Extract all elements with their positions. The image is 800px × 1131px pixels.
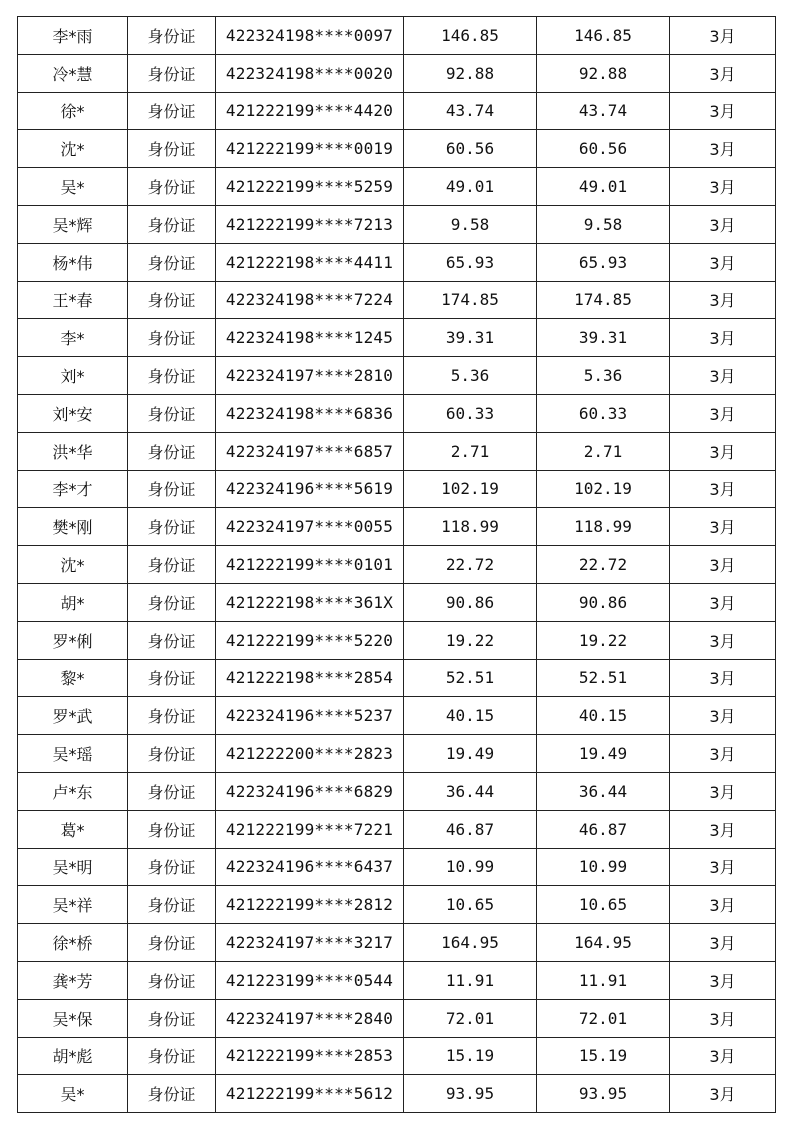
- amount-cell: 174.85: [404, 281, 537, 319]
- id-type-cell: 身份证: [128, 772, 216, 810]
- month-cell: 3月: [670, 961, 776, 999]
- amount-paid-cell: 60.56: [537, 130, 670, 168]
- amount-cell: 46.87: [404, 810, 537, 848]
- table-row: [18, 470, 776, 508]
- name-cell: 王*春: [18, 281, 128, 319]
- id-number-cell: 421222199****7213: [216, 205, 404, 243]
- id-number-cell: 421222199****0019: [216, 130, 404, 168]
- name-cell: 樊*刚: [18, 508, 128, 546]
- amount-cell: 164.95: [404, 924, 537, 962]
- name-cell: 罗*俐: [18, 621, 128, 659]
- id-type-cell: 身份证: [128, 54, 216, 92]
- table-row: [18, 54, 776, 92]
- id-type-cell: 身份证: [128, 1037, 216, 1075]
- amount-cell: 19.22: [404, 621, 537, 659]
- amount-cell: 60.56: [404, 130, 537, 168]
- amount-paid-cell: 65.93: [537, 243, 670, 281]
- name-cell: 李*才: [18, 470, 128, 508]
- id-type-cell: 身份证: [128, 810, 216, 848]
- amount-paid-cell: 5.36: [537, 357, 670, 395]
- name-cell: 吴*祥: [18, 886, 128, 924]
- id-type-cell: 身份证: [128, 281, 216, 319]
- month-cell: 3月: [670, 772, 776, 810]
- amount-cell: 65.93: [404, 243, 537, 281]
- amount-paid-cell: 2.71: [537, 432, 670, 470]
- amount-paid-cell: 52.51: [537, 659, 670, 697]
- amount-cell: 10.99: [404, 848, 537, 886]
- id-number-cell: 422324196****5619: [216, 470, 404, 508]
- amount-cell: 90.86: [404, 583, 537, 621]
- amount-paid-cell: 10.65: [537, 886, 670, 924]
- id-type-cell: 身份证: [128, 735, 216, 773]
- id-number-cell: 421222199****4420: [216, 92, 404, 130]
- id-type-cell: 身份证: [128, 961, 216, 999]
- amount-paid-cell: 43.74: [537, 92, 670, 130]
- month-cell: 3月: [670, 924, 776, 962]
- month-cell: 3月: [670, 357, 776, 395]
- name-cell: 洪*华: [18, 432, 128, 470]
- name-cell: 李*: [18, 319, 128, 357]
- table-row: [18, 810, 776, 848]
- month-cell: 3月: [670, 281, 776, 319]
- id-number-cell: 421222199****5259: [216, 168, 404, 206]
- id-type-cell: 身份证: [128, 546, 216, 584]
- amount-cell: 5.36: [404, 357, 537, 395]
- name-cell: 吴*辉: [18, 205, 128, 243]
- amount-paid-cell: 11.91: [537, 961, 670, 999]
- name-cell: 胡*彪: [18, 1037, 128, 1075]
- name-cell: 黎*: [18, 659, 128, 697]
- id-type-cell: 身份证: [128, 432, 216, 470]
- month-cell: 3月: [670, 1037, 776, 1075]
- month-cell: 3月: [670, 508, 776, 546]
- name-cell: 李*雨: [18, 17, 128, 55]
- id-number-cell: 422324196****5237: [216, 697, 404, 735]
- id-number-cell: 421222200****2823: [216, 735, 404, 773]
- amount-paid-cell: 46.87: [537, 810, 670, 848]
- amount-paid-cell: 164.95: [537, 924, 670, 962]
- amount-paid-cell: 72.01: [537, 999, 670, 1037]
- id-type-cell: 身份证: [128, 243, 216, 281]
- amount-paid-cell: 10.99: [537, 848, 670, 886]
- id-number-cell: 422324197****3217: [216, 924, 404, 962]
- id-type-cell: 身份证: [128, 924, 216, 962]
- id-number-cell: 421222198****361X: [216, 583, 404, 621]
- amount-cell: 11.91: [404, 961, 537, 999]
- amount-cell: 49.01: [404, 168, 537, 206]
- name-cell: 杨*伟: [18, 243, 128, 281]
- id-type-cell: 身份证: [128, 659, 216, 697]
- id-number-cell: 422324197****0055: [216, 508, 404, 546]
- table-row: [18, 168, 776, 206]
- month-cell: 3月: [670, 92, 776, 130]
- id-type-cell: 身份证: [128, 319, 216, 357]
- table-row: [18, 508, 776, 546]
- table-row: [18, 92, 776, 130]
- id-type-cell: 身份证: [128, 1075, 216, 1113]
- amount-paid-cell: 15.19: [537, 1037, 670, 1075]
- id-number-cell: 422324198****7224: [216, 281, 404, 319]
- id-type-cell: 身份证: [128, 697, 216, 735]
- id-number-cell: 421223199****0544: [216, 961, 404, 999]
- id-number-cell: 422324198****0097: [216, 17, 404, 55]
- month-cell: 3月: [670, 394, 776, 432]
- table-row: [18, 281, 776, 319]
- table-row: [18, 319, 776, 357]
- id-number-cell: 421222199****5220: [216, 621, 404, 659]
- amount-cell: 52.51: [404, 659, 537, 697]
- amount-paid-cell: 19.22: [537, 621, 670, 659]
- table-body: [18, 17, 776, 1113]
- amount-cell: 93.95: [404, 1075, 537, 1113]
- id-number-cell: 421222199****0101: [216, 546, 404, 584]
- id-number-cell: 422324198****1245: [216, 319, 404, 357]
- table-row: [18, 772, 776, 810]
- amount-paid-cell: 92.88: [537, 54, 670, 92]
- month-cell: 3月: [670, 205, 776, 243]
- amount-cell: 15.19: [404, 1037, 537, 1075]
- id-type-cell: 身份证: [128, 205, 216, 243]
- id-number-cell: 422324197****2810: [216, 357, 404, 395]
- month-cell: 3月: [670, 432, 776, 470]
- name-cell: 沈*: [18, 546, 128, 584]
- amount-cell: 43.74: [404, 92, 537, 130]
- amount-paid-cell: 118.99: [537, 508, 670, 546]
- amount-paid-cell: 146.85: [537, 17, 670, 55]
- id-type-cell: 身份证: [128, 621, 216, 659]
- id-type-cell: 身份证: [128, 848, 216, 886]
- amount-cell: 118.99: [404, 508, 537, 546]
- table-row: [18, 1075, 776, 1113]
- id-number-cell: 422324196****6829: [216, 772, 404, 810]
- amount-cell: 39.31: [404, 319, 537, 357]
- amount-paid-cell: 174.85: [537, 281, 670, 319]
- name-cell: 冷*慧: [18, 54, 128, 92]
- month-cell: 3月: [670, 243, 776, 281]
- table-row: [18, 848, 776, 886]
- id-type-cell: 身份证: [128, 17, 216, 55]
- id-type-cell: 身份证: [128, 999, 216, 1037]
- amount-paid-cell: 102.19: [537, 470, 670, 508]
- table-row: [18, 432, 776, 470]
- table-row: [18, 394, 776, 432]
- id-number-cell: 421222199****5612: [216, 1075, 404, 1113]
- id-type-cell: 身份证: [128, 583, 216, 621]
- id-type-cell: 身份证: [128, 394, 216, 432]
- month-cell: 3月: [670, 168, 776, 206]
- amount-cell: 2.71: [404, 432, 537, 470]
- id-type-cell: 身份证: [128, 130, 216, 168]
- table-row: [18, 205, 776, 243]
- amount-cell: 72.01: [404, 999, 537, 1037]
- id-number-cell: 421222199****2853: [216, 1037, 404, 1075]
- amount-cell: 36.44: [404, 772, 537, 810]
- amount-paid-cell: 60.33: [537, 394, 670, 432]
- id-number-cell: 421222199****7221: [216, 810, 404, 848]
- month-cell: 3月: [670, 886, 776, 924]
- id-number-cell: 422324198****6836: [216, 394, 404, 432]
- name-cell: 胡*: [18, 583, 128, 621]
- month-cell: 3月: [670, 659, 776, 697]
- table-row: [18, 546, 776, 584]
- month-cell: 3月: [670, 319, 776, 357]
- month-cell: 3月: [670, 130, 776, 168]
- month-cell: 3月: [670, 999, 776, 1037]
- month-cell: 3月: [670, 17, 776, 55]
- name-cell: 吴*保: [18, 999, 128, 1037]
- month-cell: 3月: [670, 470, 776, 508]
- amount-paid-cell: 9.58: [537, 205, 670, 243]
- table-row: [18, 886, 776, 924]
- amount-paid-cell: 39.31: [537, 319, 670, 357]
- month-cell: 3月: [670, 697, 776, 735]
- amount-cell: 92.88: [404, 54, 537, 92]
- id-number-cell: 422324197****2840: [216, 999, 404, 1037]
- name-cell: 沈*: [18, 130, 128, 168]
- amount-cell: 40.15: [404, 697, 537, 735]
- id-type-cell: 身份证: [128, 886, 216, 924]
- table-row: [18, 735, 776, 773]
- id-number-cell: 421222198****4411: [216, 243, 404, 281]
- table-row: [18, 961, 776, 999]
- name-cell: 吴*: [18, 168, 128, 206]
- table-row: [18, 999, 776, 1037]
- table-row: [18, 924, 776, 962]
- name-cell: 刘*安: [18, 394, 128, 432]
- table-row: [18, 583, 776, 621]
- name-cell: 龚*芳: [18, 961, 128, 999]
- month-cell: 3月: [670, 621, 776, 659]
- id-number-cell: 422324196****6437: [216, 848, 404, 886]
- amount-cell: 9.58: [404, 205, 537, 243]
- table-row: [18, 17, 776, 55]
- amount-paid-cell: 90.86: [537, 583, 670, 621]
- name-cell: 葛*: [18, 810, 128, 848]
- amount-paid-cell: 22.72: [537, 546, 670, 584]
- amount-cell: 10.65: [404, 886, 537, 924]
- name-cell: 吴*明: [18, 848, 128, 886]
- table-row: [18, 659, 776, 697]
- table-row: [18, 357, 776, 395]
- month-cell: 3月: [670, 546, 776, 584]
- month-cell: 3月: [670, 583, 776, 621]
- amount-paid-cell: 36.44: [537, 772, 670, 810]
- name-cell: 罗*武: [18, 697, 128, 735]
- month-cell: 3月: [670, 54, 776, 92]
- id-type-cell: 身份证: [128, 168, 216, 206]
- month-cell: 3月: [670, 735, 776, 773]
- amount-cell: 60.33: [404, 394, 537, 432]
- name-cell: 卢*东: [18, 772, 128, 810]
- month-cell: 3月: [670, 1075, 776, 1113]
- amount-paid-cell: 49.01: [537, 168, 670, 206]
- table-row: [18, 697, 776, 735]
- amount-paid-cell: 19.49: [537, 735, 670, 773]
- month-cell: 3月: [670, 848, 776, 886]
- name-cell: 徐*桥: [18, 924, 128, 962]
- name-cell: 徐*: [18, 92, 128, 130]
- name-cell: 吴*: [18, 1075, 128, 1113]
- name-cell: 刘*: [18, 357, 128, 395]
- id-type-cell: 身份证: [128, 357, 216, 395]
- id-number-cell: 421222199****2812: [216, 886, 404, 924]
- id-number-cell: 421222198****2854: [216, 659, 404, 697]
- amount-cell: 102.19: [404, 470, 537, 508]
- id-type-cell: 身份证: [128, 92, 216, 130]
- id-number-cell: 422324197****6857: [216, 432, 404, 470]
- table-row: [18, 243, 776, 281]
- table-row: [18, 130, 776, 168]
- amount-cell: 22.72: [404, 546, 537, 584]
- amount-paid-cell: 93.95: [537, 1075, 670, 1113]
- id-type-cell: 身份证: [128, 470, 216, 508]
- name-cell: 吴*瑶: [18, 735, 128, 773]
- amount-cell: 19.49: [404, 735, 537, 773]
- subsidy-table: [17, 16, 776, 1113]
- table-row: [18, 1037, 776, 1075]
- amount-paid-cell: 40.15: [537, 697, 670, 735]
- month-cell: 3月: [670, 810, 776, 848]
- amount-cell: 146.85: [404, 17, 537, 55]
- table-row: [18, 621, 776, 659]
- id-type-cell: 身份证: [128, 508, 216, 546]
- id-number-cell: 422324198****0020: [216, 54, 404, 92]
